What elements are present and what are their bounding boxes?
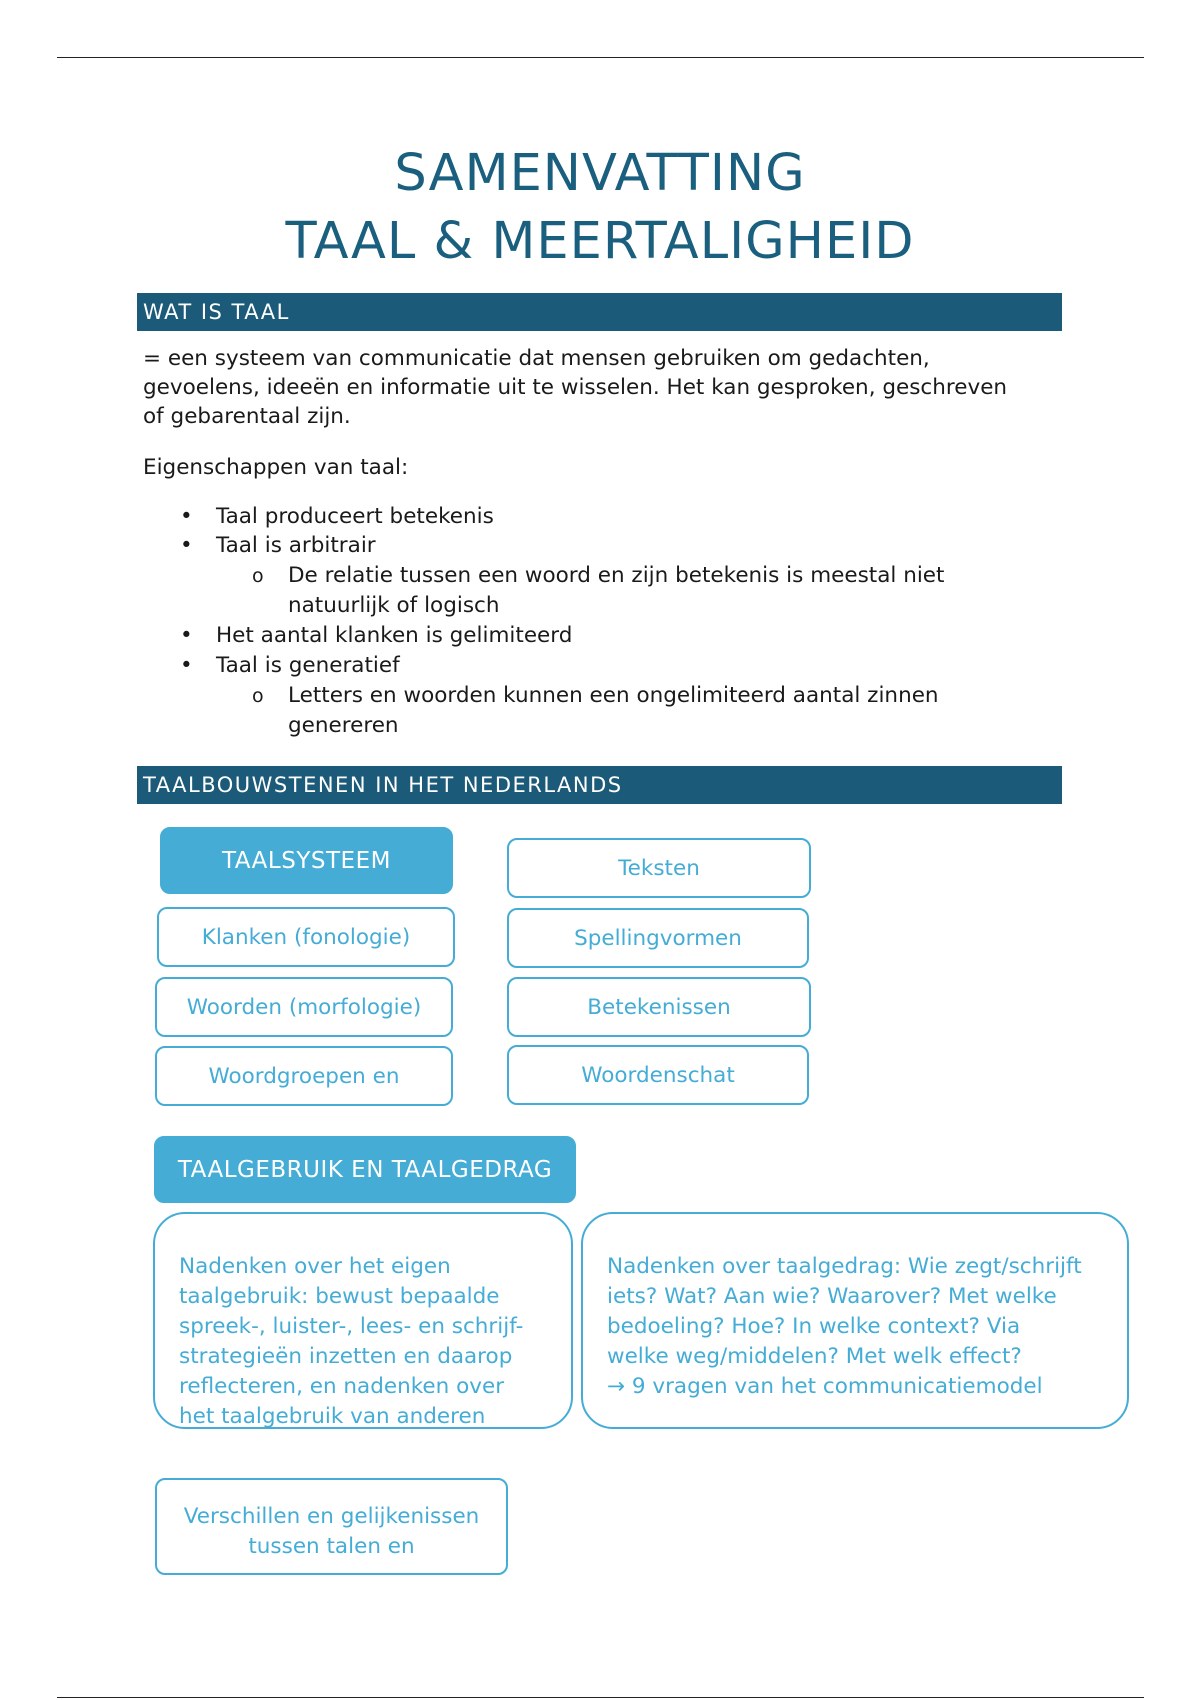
taalgebruik-box-taalgedrag [581,1212,1129,1429]
definition-line-2: gevoelens, ideeën en informatie uit te wisselen. Het kan gesproken, geschreven [143,375,1008,400]
box-text-line: strategieën inzetten en daarop [179,1344,513,1369]
box-text-line: spreek-, luister-, lees- en schrijf- [179,1314,524,1339]
box-text [607,1252,1082,1402]
list-item-text: Taal is generatief [216,653,400,678]
box-text-line: → 9 vragen van het communicatiemodel [607,1374,1043,1399]
box-text-line: iets? Wat? Aan wie? Waarover? Met welke [607,1284,1057,1309]
bullet-icon: • [180,653,193,678]
taalsysteem-item-woorden: Woorden (morfologie) [155,977,453,1037]
box-text-line: welke weg/middelen? Met welk effect? [607,1344,1022,1369]
box-text-line: bedoeling? Hoe? In welke context? Via [607,1314,1021,1339]
box-text-line: Nadenken over het eigen [179,1254,451,1279]
bullet-icon: • [180,504,193,529]
top-rule [57,57,1144,58]
bottom-rule [57,1697,1144,1698]
box-text-line: Verschillen en gelijkenissen [183,1504,480,1529]
sub-list-item-text: natuurlijk of logisch [288,593,500,618]
sub-list-item-continuation [288,711,988,741]
list-item [180,621,573,651]
taalsysteem-item-klanken: Klanken (fonologie) [157,907,455,967]
properties-intro: Eigenschappen van taal: [143,455,409,480]
taalgebruik-header: TAALGEBRUIK EN TAALGEDRAG [154,1136,576,1203]
sub-list-item [252,681,988,711]
sub-list-item [252,561,988,591]
box-text-line: tussen talen en [248,1534,415,1559]
list-item [180,531,376,561]
taalsysteem-item-woordgroepen: Woordgroepen en [155,1046,453,1106]
list-item [180,502,494,532]
box-text-line: taalgebruik: bewust bepaalde [179,1284,500,1309]
sub-list-item-continuation [288,591,988,621]
box-text-line: het taalgebruik van anderen [179,1404,486,1429]
sub-list-item-text: De relatie tussen een woord en zijn betekenis is meestal niet [288,563,945,588]
taalsysteem-header: TAALSYSTEEM [160,827,453,894]
taalsysteem-item-teksten: Teksten [507,838,811,898]
list-item-text: Taal is arbitrair [216,533,376,558]
bullet-icon: • [180,533,193,558]
section-heading-taalbouwstenen: TAALBOUWSTENEN IN HET NEDERLANDS [137,766,1062,804]
box-text [184,1502,480,1562]
sub-bullet-icon: o [252,565,264,587]
box-text [179,1252,523,1429]
section-heading-wat-is-taal: WAT IS TAAL [137,293,1062,331]
document-title-line1: SAMENVATTING [394,144,806,203]
definition-line-1: = een systeem van communicatie dat mensen gebruiken om gedachten, [143,346,930,371]
list-item [180,651,400,681]
sub-list-item-text: Letters en woorden kunnen een ongelimiteerd aantal zinnen [288,683,939,708]
bullet-icon: • [180,623,193,648]
box-text-line: reflecteren, en nadenken over [179,1374,505,1399]
sub-bullet-icon: o [252,685,264,707]
taalgebruik-box-eigen-taalgebruik [153,1212,573,1429]
definition-line-3: of gebarentaal zijn. [143,404,351,429]
taalsysteem-item-woordenschat: Woordenschat [507,1045,809,1105]
taalsysteem-item-betekenissen: Betekenissen [507,977,811,1037]
document-title-line2: TAAL & MEERTALIGHEID [285,212,915,271]
taalgebruik-box-verschillen [155,1478,508,1575]
list-item-text: Taal produceert betekenis [216,504,494,529]
list-item-text: Het aantal klanken is gelimiteerd [216,623,573,648]
box-text-line: Nadenken over taalgedrag: Wie zegt/schrijft [607,1254,1082,1279]
taalsysteem-item-spellingvormen: Spellingvormen [507,908,809,968]
sub-list-item-text: genereren [288,713,399,738]
